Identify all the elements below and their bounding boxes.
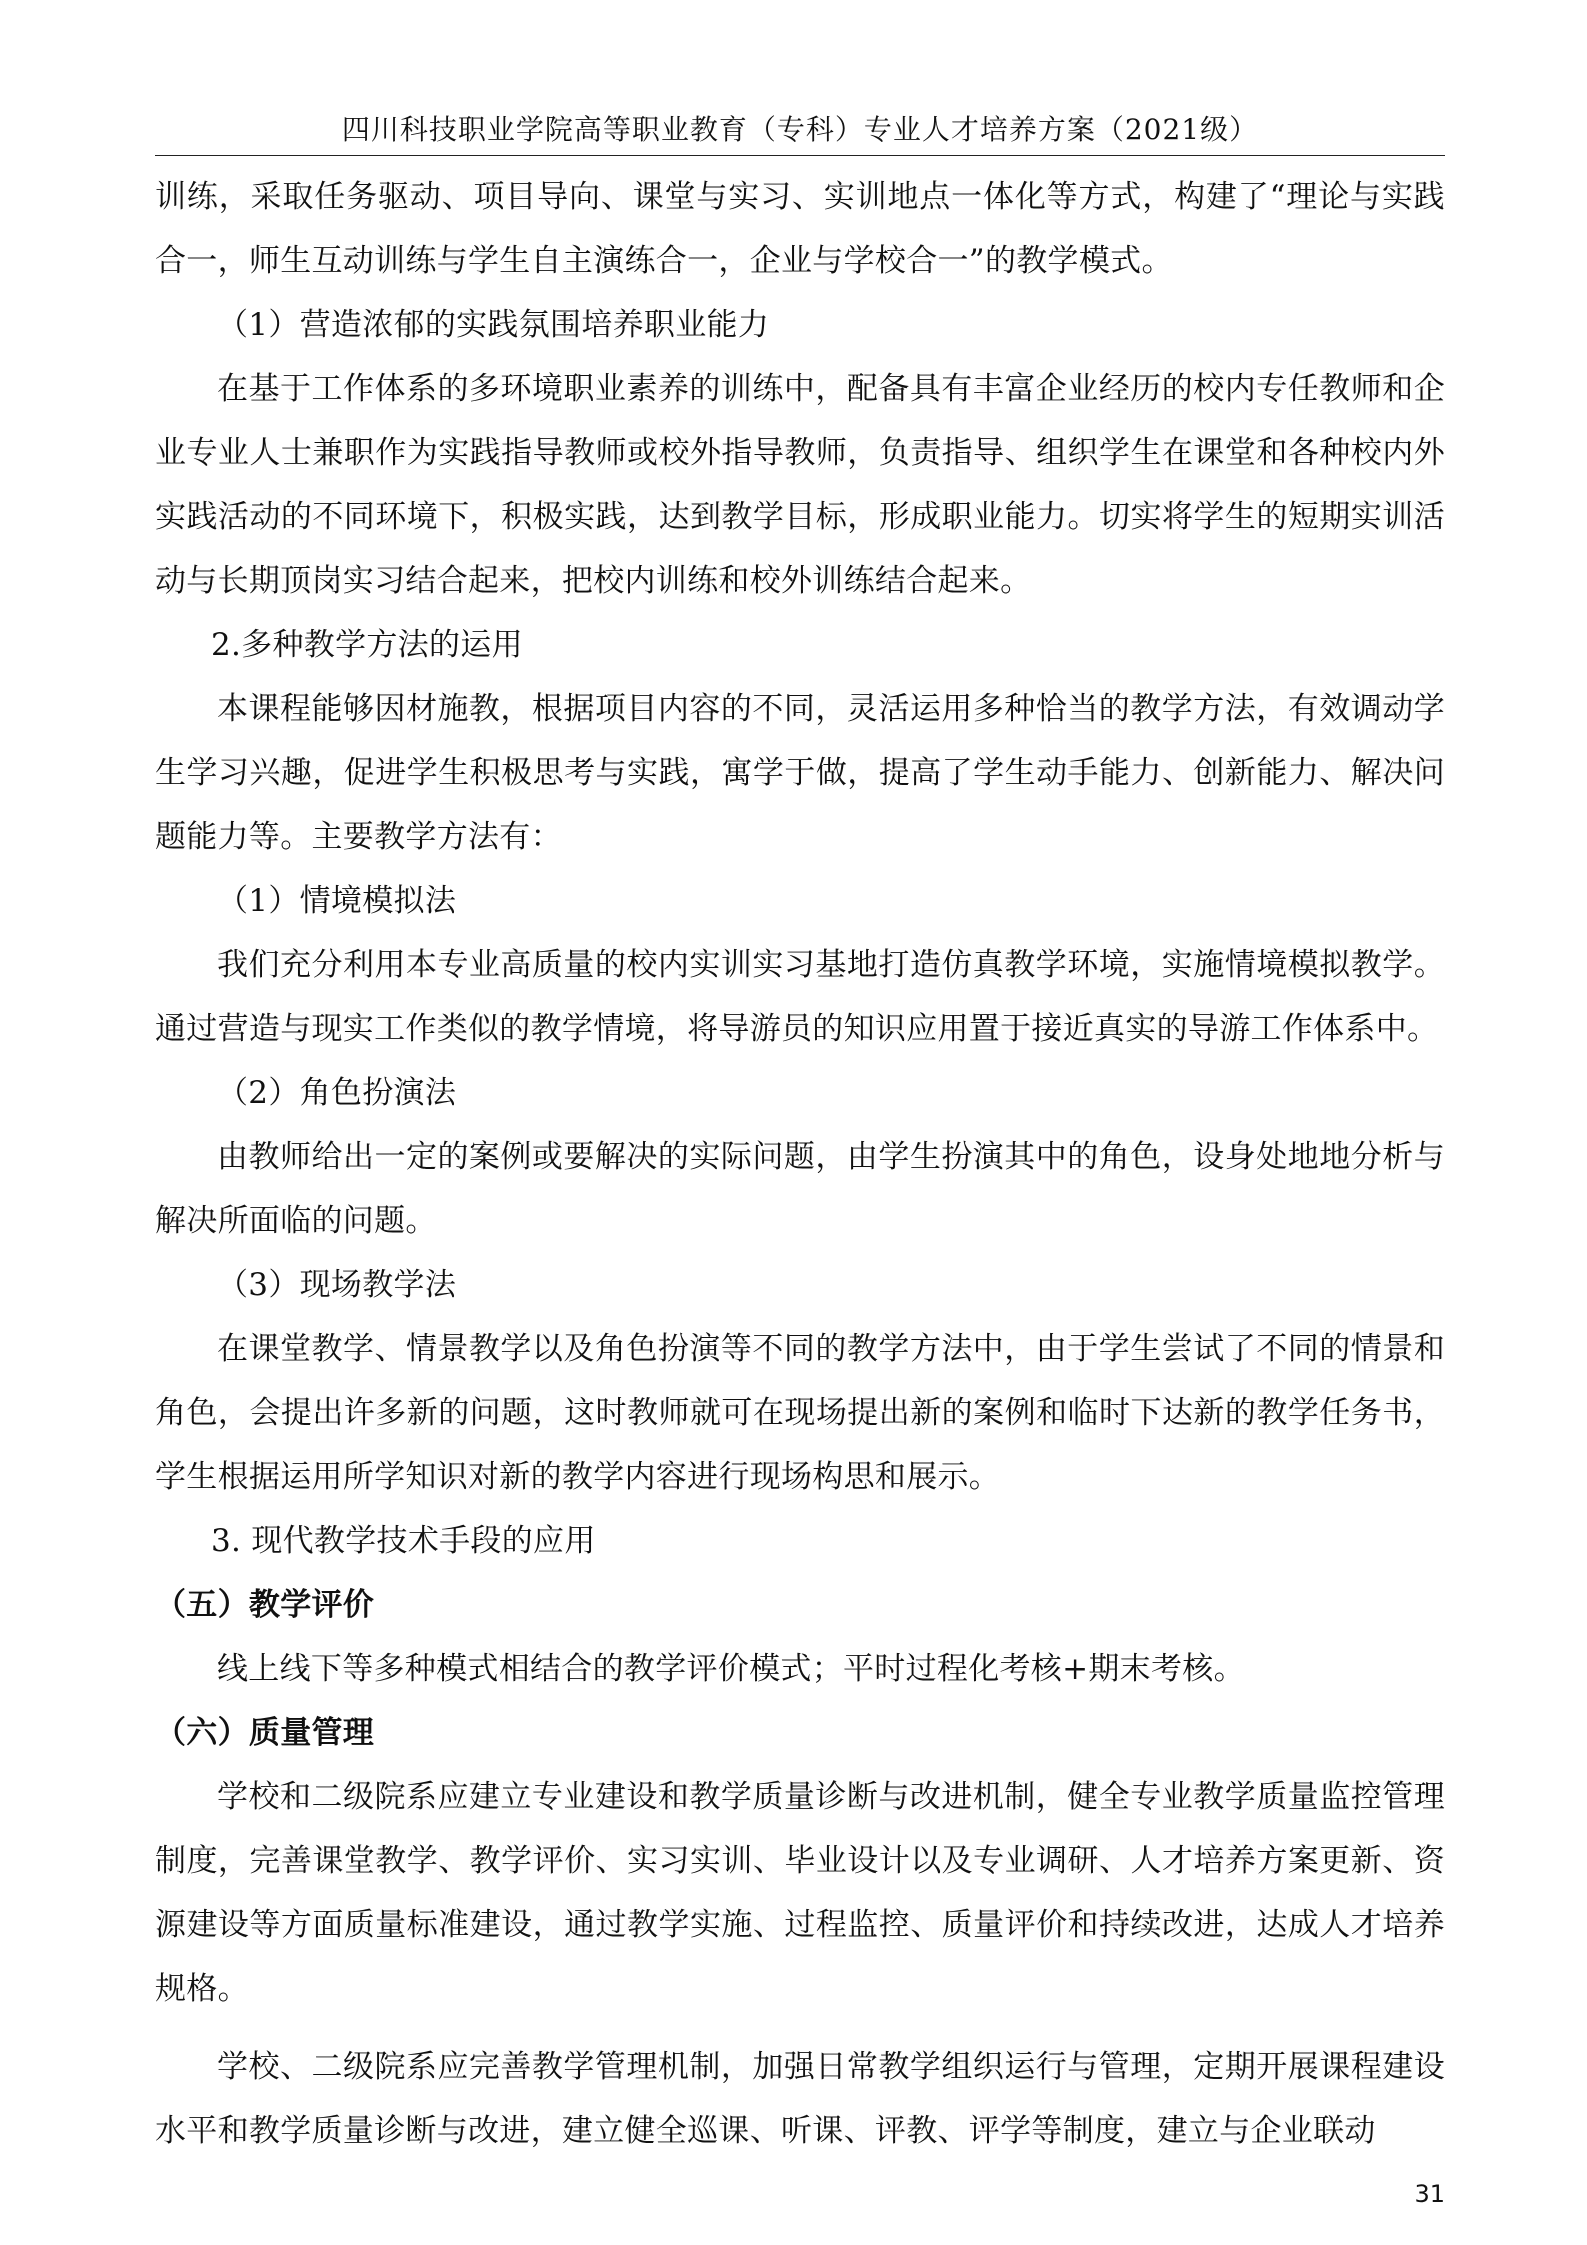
header-divider — [155, 155, 1445, 156]
document-body — [155, 165, 1445, 2163]
subheading: 3. 现代教学技术手段的应用 — [211, 1523, 596, 1559]
paragraph: 学校、二级院系应完善教学管理机制，加强日常教学组织运行与管理，定期开展课程建设水平和教学质量诊断与改进，建立健全巡课、听课、评教、评学等制度，建立与企业联动 — [155, 2049, 1445, 2149]
paragraph: 训练，采取任务驱动、项目导向、课堂与实习、实训地点一体化等方式，构建了“理论与实践合一，师生互动训练与学生自主演练合一，企业与学校合一”的教学模式。 — [155, 179, 1445, 279]
page-number: 31 — [1414, 2180, 1445, 2208]
section-heading: （五）教学评价 — [155, 1587, 375, 1623]
section-heading: （六）质量管理 — [155, 1715, 375, 1751]
subheading: （1）营造浓郁的实践氛围培养职业能力 — [217, 307, 770, 343]
subheading: （1）情境模拟法 — [217, 883, 457, 919]
page-header-title: 四川科技职业学院高等职业教育（专科）专业人才培养方案（2021级） — [341, 113, 1259, 146]
paragraph: 我们充分利用本专业高质量的校内实训实习基地打造仿真教学环境，实施情境模拟教学。通过营造与现实工作类似的教学情境，将导游员的知识应用置于接近真实的导游工作体系中。 — [155, 947, 1445, 1047]
paragraph: 在课堂教学、情景教学以及角色扮演等不同的教学方法中，由于学生尝试了不同的情景和角色，会提出许多新的问题，这时教师就可在现场提出新的案例和临时下达新的教学任务书，学生根据运用所学知识对新的教学内容进行现场构思和展示。 — [155, 1331, 1445, 1495]
paragraph: 由教师给出一定的案例或要解决的实际问题，由学生扮演其中的角色，设身处地地分析与解决所面临的问题。 — [155, 1139, 1445, 1239]
subheading: （2）角色扮演法 — [217, 1075, 457, 1111]
paragraph: 在基于工作体系的多环境职业素养的训练中，配备具有丰富企业经历的校内专任教师和企业专业人士兼职作为实践指导教师或校外指导教师，负责指导、组织学生在课堂和各种校内外实践活动的不同环境下，积极实践，达到教学目标，形成职业能力。切实将学生的短期实训活动与长期顶岗实习结合起来，把校内训练和校外训练结合起来。 — [155, 371, 1445, 599]
subheading: 2.多种教学方法的运用 — [211, 627, 523, 663]
paragraph: 本课程能够因材施教，根据项目内容的不同，灵活运用多种恰当的教学方法，有效调动学生学习兴趣，促进学生积极思考与实践，寓学于做，提高了学生动手能力、创新能力、解决问题能力等。主要教学方法有： — [155, 691, 1445, 855]
paragraph: 学校和二级院系应建立专业建设和教学质量诊断与改进机制，健全专业教学质量监控管理制度，完善课堂教学、教学评价、实习实训、毕业设计以及专业调研、人才培养方案更新、资源建设等方面质量标准建设，通过教学实施、过程监控、质量评价和持续改进，达成人才培养规格。 — [155, 1779, 1445, 2007]
subheading: （3）现场教学法 — [217, 1267, 457, 1303]
paragraph: 线上线下等多种模式相结合的教学评价模式；平时过程化考核+期末考核。 — [217, 1651, 1245, 1687]
